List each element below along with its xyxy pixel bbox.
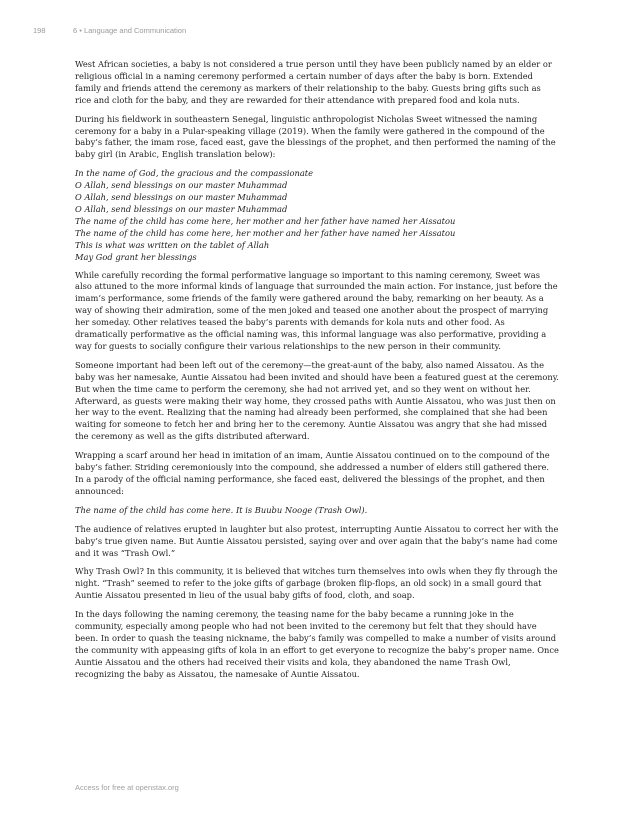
chapter-title: 6 • Language and Communication <box>73 26 187 35</box>
paragraph-4: Someone important had been left out of the ceremony—the great-aunt of the baby, also named Aissatou. As the baby was her namesake, Auntie Aissatou had been invited and should have been a featured guest at the ceremony. But when the time came to perform the ceremony, she had not arrived yet, and so they went on without her. Afterward, as guests were making their way home, they crossed paths with Auntie Aissatou, who was just then on her way to the event. Realizing that the naming had already been performed, she complained that she had been waiting for someone to fetch her and bring her to the ceremony. Auntie Aissatou was angry that she had missed the ceremony as well as the gifts distributed afterward. <box>75 359 559 442</box>
verse-line: This is what was written on the tablet of Allah <box>75 239 270 250</box>
naming-verse <box>75 168 559 263</box>
page-number: 198 <box>33 26 46 35</box>
verse-line: The name of the child has come here, her mother and her father have named her Aissatou <box>75 215 456 226</box>
paragraph-2: During his fieldwork in southeastern Senegal, linguistic anthropologist Nicholas Sweet witnessed the naming ceremony for a baby in a Pular-speaking village (2019). When the family were gathered in the compound of the baby’s father, the imam rose, faced east, gave the blessings of the prophet, and then performed the naming of the baby girl (in Arabic, English translation below): <box>75 113 556 160</box>
paragraph-3: While carefully recording the formal performative language so important to this naming ceremony, Sweet was also attuned to the more informal kinds of language that surrounded the main action. For instance, just before the imam’s performance, some friends of the family were gathered around the baby, remarking on her beauty. As a way of showing their admiration, some of the men joked and teased one another about the prospect of marrying her someday. Other relatives teased the baby’s parents with demands for kola nuts and other food. As dramatically performative as the official naming was, this informal language was also performative, providing a way for guests to socially configure their various relationships to the new person in their community. <box>75 269 558 351</box>
footer-link[interactable]: Access for free at openstax.org <box>75 783 179 792</box>
paragraph-8: Why Trash Owl? In this community, it is believed that witches turn themselves into owls when they fly through the night. “Trash” seemed to refer to the joke gifts of garbage (broken flip-flops, an old sock) in a small gourd that Auntie Aissatou presented in lieu of the usual baby gifts of food, cloth, and soap. <box>75 566 558 601</box>
paragraph-5: Wrapping a scarf around her head in imitation of an imam, Auntie Aissatou continued on to the compound of the baby’s father. Striding ceremoniously into the compound, she addressed a number of elders still gathered there. In a parody of the official naming performance, she faced east, delivered the blessings of the prophet, and then announced: <box>75 450 550 496</box>
verse-line: O Allah, send blessings on our master Muhammad <box>75 180 288 191</box>
verse-line: In the name of God, the gracious and the compassionate <box>75 168 314 179</box>
verse-line: May God grant her blessings <box>75 251 197 262</box>
verse-line: The name of the child has come here, her mother and her father have named her Aissatou <box>75 227 456 238</box>
running-header <box>33 26 590 35</box>
verse-line: O Allah, send blessings on our master Muhammad <box>75 192 288 203</box>
paragraph-7: The audience of relatives erupted in laughter but also protest, interrupting Auntie Aissatou to correct her with the baby’s true given name. But Auntie Aissatou persisted, saying over and over again that the baby’s name had come and it was “Trash Owl.” <box>75 523 559 558</box>
parody-announcement: The name of the child has come here. It is Buubu Nooge (Trash Owl). <box>75 504 368 515</box>
body-text <box>75 59 559 688</box>
paragraph-1: West African societies, a baby is not considered a true person until they have been publicly named by an elder or religious official in a naming ceremony performed a certain number of days after the baby is born. Extended family and friends attend the ceremony as markers of their relationship to the baby. Guests bring gifts such as rice and cloth for the baby, and they are rewarded for their attendance with prepared food and kola nuts. <box>75 59 552 105</box>
paragraph-9: In the days following the naming ceremony, the teasing name for the baby became a running joke in the community, especially among people who had not been invited to the ceremony but felt that they should have been. In order to quash the teasing nickname, the baby’s family was compelled to make a number of visits around the community with appeasing gifts of kola in an effort to get everyone to recognize the baby’s proper name. Once Auntie Aissatou and the others had received their visits and kola, they abandoned the name Trash Owl, recognizing the baby as Aissatou, the namesake of Auntie Aissatou. <box>75 609 559 679</box>
verse-line: O Allah, send blessings on our master Muhammad <box>75 203 288 214</box>
